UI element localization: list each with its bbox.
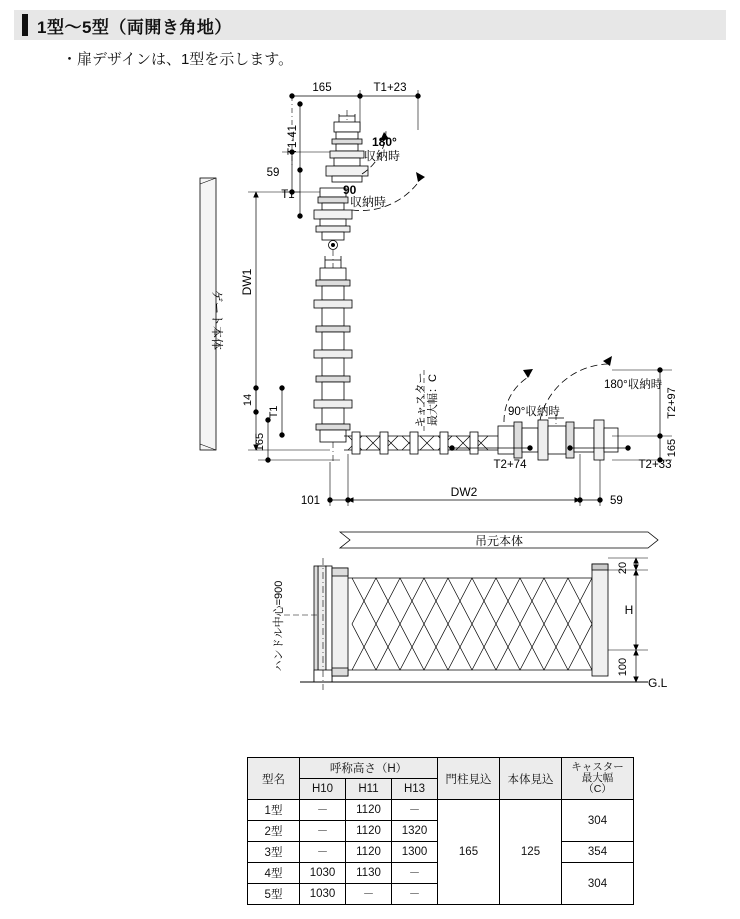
- label-90-storage: 90°収納時: [508, 406, 560, 418]
- dim-101: 101: [300, 495, 320, 507]
- dim-H: H: [624, 603, 634, 617]
- cell-model: 4型: [248, 863, 300, 884]
- label-caster-max: 最大幅：C: [427, 374, 439, 426]
- dim-59-right: 59: [610, 495, 623, 507]
- cell-caster: 304: [562, 863, 634, 905]
- th-caster-line3: （C）: [583, 783, 612, 795]
- dim-t1-41: T1-41: [287, 124, 299, 156]
- dim-165-left: 165: [254, 432, 266, 452]
- label-storage-2: 収納時: [350, 195, 387, 209]
- cell-model: 2型: [248, 821, 300, 842]
- th-caster: [562, 758, 634, 800]
- th-caster-line1: キャスター: [571, 760, 624, 773]
- cell-h11: －: [346, 884, 392, 905]
- cell-h11: 1120: [346, 800, 392, 821]
- cell-h10: 1030: [300, 863, 346, 884]
- th-gate-post: 門柱見込: [438, 758, 500, 800]
- label-handle-center: ハンドル中心=900: [273, 580, 285, 672]
- dim-t1-23: T1+23: [373, 82, 407, 94]
- table-header-row-1: [248, 758, 634, 779]
- cell-h10: －: [300, 842, 346, 863]
- th-model: 型名: [248, 758, 300, 800]
- cell-h10: 1030: [300, 884, 346, 905]
- cell-h11: 1130: [346, 863, 392, 884]
- th-caster-line2: 最大幅: [581, 771, 614, 784]
- dim-20: 20: [617, 561, 629, 575]
- cell-caster: 354: [562, 842, 634, 863]
- table-row: [248, 800, 634, 821]
- spec-table-wrapper: [247, 757, 634, 905]
- cell-h10: －: [300, 800, 346, 821]
- cell-gate-post: 165: [438, 800, 500, 905]
- th-h11: H11: [346, 779, 392, 800]
- spec-table: [247, 757, 634, 905]
- label-90-deg: 90: [343, 183, 357, 197]
- cell-model: 1型: [248, 800, 300, 821]
- cell-h13: 1300: [392, 842, 438, 863]
- cell-model: 5型: [248, 884, 300, 905]
- dim-165-right: 165: [666, 438, 678, 458]
- dim-165-top: 165: [312, 82, 332, 94]
- th-h10: H10: [300, 779, 346, 800]
- dim-t2-97: T2+97: [666, 387, 678, 419]
- th-h13: H13: [392, 779, 438, 800]
- cell-h11: 1120: [346, 821, 392, 842]
- cell-h13: －: [392, 863, 438, 884]
- cell-h10: －: [300, 821, 346, 842]
- dim-dw2: DW2: [450, 485, 478, 499]
- cell-model: 3型: [248, 842, 300, 863]
- dim-t2-74: T2+74: [493, 459, 527, 471]
- cell-caster: 304: [562, 800, 634, 842]
- technical-drawing: [0, 70, 740, 710]
- cell-h11: 1120: [346, 842, 392, 863]
- label-hanging-body: 吊元本体: [474, 534, 524, 548]
- cell-body: 125: [500, 800, 562, 905]
- dim-dw1: DW1: [240, 268, 254, 296]
- title-accent-bar: [22, 14, 28, 36]
- dim-t1-lower: T1: [268, 405, 280, 419]
- th-nominal-height: 呼称高さ（H）: [300, 758, 438, 779]
- label-180-deg: 180°: [372, 135, 397, 149]
- dim-59: 59: [266, 167, 280, 179]
- dim-t2-33: T2+33: [638, 459, 672, 471]
- label-gl: G.L: [648, 676, 668, 690]
- label-caster: キャスター: [415, 372, 427, 428]
- label-180-storage: 180°収納時: [604, 379, 663, 391]
- cell-h13: －: [392, 800, 438, 821]
- dim-t1-upper: T1: [281, 189, 295, 201]
- label-gate-body: ゲート本体: [210, 289, 224, 351]
- cell-h13: 1320: [392, 821, 438, 842]
- note-text: ・扉デザインは、1型を示します。: [62, 51, 294, 68]
- dim-14: 14: [242, 393, 254, 407]
- dim-100: 100: [617, 657, 629, 677]
- th-body: 本体見込: [500, 758, 562, 800]
- label-storage-1: 収納時: [364, 149, 401, 163]
- page-title: 1型～5型（両開き角地）: [37, 17, 232, 37]
- page-title-bar: [14, 10, 726, 40]
- cell-h13: －: [392, 884, 438, 905]
